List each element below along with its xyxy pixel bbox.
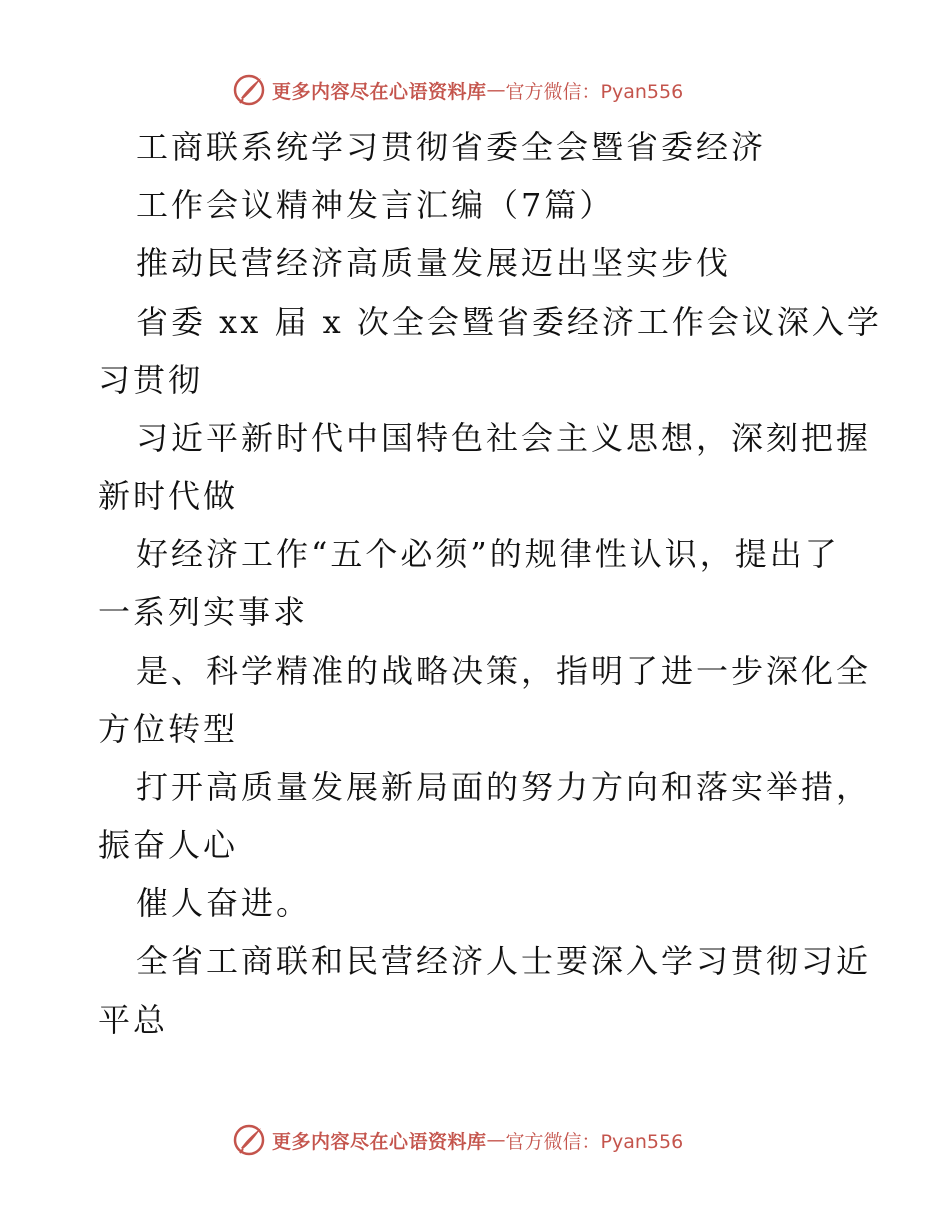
quill-pen-circle-icon <box>232 73 266 107</box>
doc-paragraph-line: 振奋人心 <box>98 826 239 864</box>
header-watermark <box>232 72 732 108</box>
quill-pen-circle-icon <box>232 1123 266 1157</box>
footer-watermark <box>232 1122 732 1158</box>
doc-paragraph-line: 习贯彻 <box>98 361 204 399</box>
watermark-separator: — <box>486 1129 506 1151</box>
watermark-main-text: 更多内容尽在心语资料库 <box>272 80 487 103</box>
doc-paragraph-line: 新时代做 <box>98 477 239 515</box>
doc-paragraph-line: 是、科学精准的战略决策，指明了进一步深化全 <box>136 652 872 690</box>
doc-paragraph-line: 一系列实事求 <box>98 593 309 631</box>
doc-paragraph-line: 催人奋进。 <box>136 884 312 922</box>
doc-subtitle: 推动民营经济高质量发展迈出坚实步伐 <box>136 244 732 282</box>
doc-paragraph-line: 全省工商联和民营经济人士要深入学习贯彻习近 <box>136 942 872 980</box>
watermark-sub-text: 官方微信：Pyan556 <box>505 80 684 103</box>
watermark-main-text: 更多内容尽在心语资料库 <box>272 1130 487 1153</box>
doc-paragraph-line: 打开高质量发展新局面的努力方向和落实举措， <box>136 768 872 806</box>
doc-paragraph-line: 方位转型 <box>98 710 239 748</box>
doc-paragraph-line: 省委 xx 届 x 次全会暨省委经济工作会议深入学 <box>136 303 882 341</box>
watermark-separator: — <box>486 79 506 101</box>
doc-paragraph-line: 平总 <box>98 1001 169 1039</box>
doc-paragraph-line: 好经济工作“五个必须”的规律性认识，提出了 <box>136 535 840 573</box>
doc-title-line-2: 工作会议精神发言汇编（7篇） <box>136 186 615 224</box>
doc-paragraph-line: 习近平新时代中国特色社会主义思想，深刻把握 <box>136 419 872 457</box>
watermark-sub-text: 官方微信：Pyan556 <box>505 1130 684 1153</box>
doc-title-line-1: 工商联系统学习贯彻省委全会暨省委经济 <box>136 128 767 166</box>
